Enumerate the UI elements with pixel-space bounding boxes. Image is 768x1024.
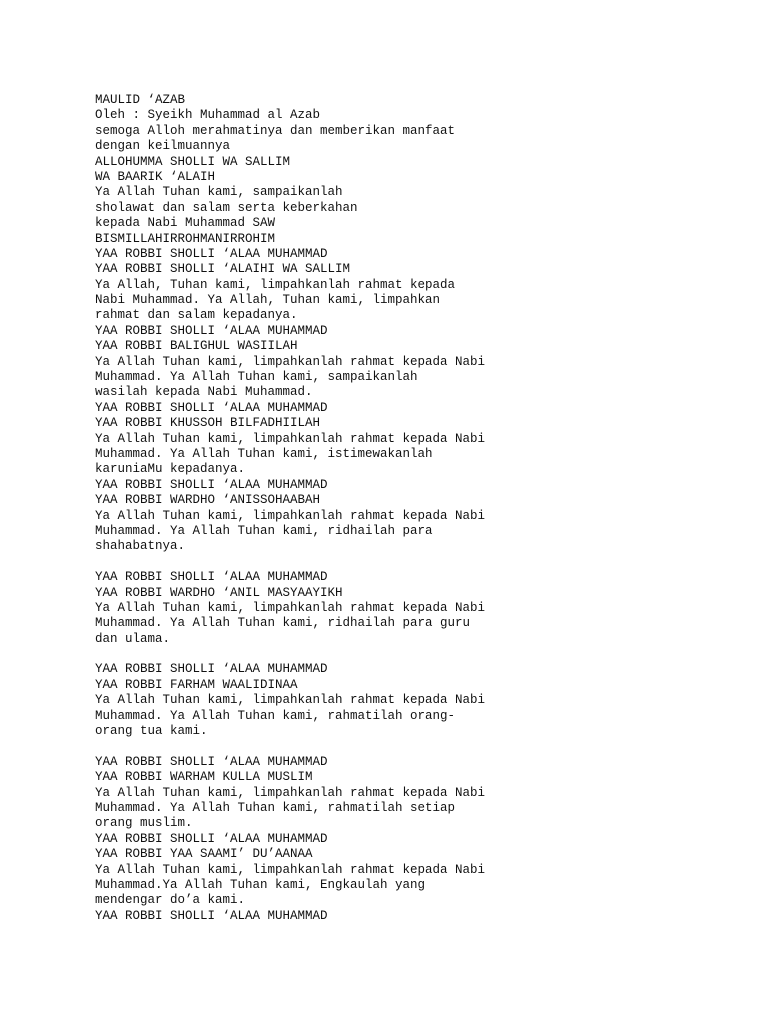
- text-line: Ya Allah Tuhan kami, limpahkanlah rahmat kepada Nabi: [95, 354, 486, 369]
- text-line: Muhammad. Ya Allah Tuhan kami, ridhailah para guru: [95, 616, 471, 631]
- text-line: Muhammad. Ya Allah Tuhan kami, ridhailah para: [95, 523, 433, 538]
- text-line: YAA ROBBI SHOLLI ‘ALAIHI WA SALLIM: [95, 262, 351, 277]
- text-line: YAA ROBBI SHOLLI ‘ALAA MUHAMMAD: [95, 323, 328, 338]
- text-line: YAA ROBBI WARHAM KULLA MUSLIM: [95, 770, 313, 785]
- text-line: YAA ROBBI KHUSSOH BILFADHIILAH: [95, 416, 321, 431]
- text-line: Muhammad. Ya Allah Tuhan kami, rahmatilah orang-: [95, 708, 456, 723]
- text-line: BISMILLAHIRROHMANIRROHIM: [95, 231, 276, 246]
- text-line: YAA ROBBI SHOLLI ‘ALAA MUHAMMAD: [95, 754, 328, 769]
- text-line: YAA ROBBI YAA SAAMI’ DU’AANAA: [95, 847, 313, 862]
- text-line: orang muslim.: [95, 816, 193, 831]
- text-line: YAA ROBBI SHOLLI ‘ALAA MUHAMMAD: [95, 662, 328, 677]
- document-page: [95, 93, 735, 924]
- text-line: Ya Allah Tuhan kami, limpahkanlah rahmat kepada Nabi: [95, 431, 486, 446]
- text-line: Ya Allah, Tuhan kami, limpahkanlah rahmat kepada: [95, 277, 456, 292]
- text-line: Nabi Muhammad. Ya Allah, Tuhan kami, limpahkan: [95, 293, 441, 308]
- text-line: mendengar do’a kami.: [95, 893, 246, 908]
- text-line: YAA ROBBI BALIGHUL WASIILAH: [95, 339, 298, 354]
- text-line: Ya Allah Tuhan kami, limpahkanlah rahmat kepada Nabi: [95, 862, 486, 877]
- text-line: MAULID ‘AZAB: [95, 93, 186, 107]
- text-line: YAA ROBBI SHOLLI ‘ALAA MUHAMMAD: [95, 831, 328, 846]
- text-line: Ya Allah Tuhan kami, limpahkanlah rahmat kepada Nabi: [95, 600, 486, 615]
- text-line: Ya Allah Tuhan kami, limpahkanlah rahmat kepada Nabi: [95, 693, 486, 708]
- text-line: shahabatnya.: [95, 539, 186, 554]
- text-line: dan ulama.: [95, 631, 171, 646]
- text-line: Muhammad. Ya Allah Tuhan kami, rahmatilah setiap: [95, 800, 456, 815]
- text-line: Muhammad.Ya Allah Tuhan kami, Engkaulah yang: [95, 877, 426, 892]
- text-line: orang tua kami.: [95, 724, 208, 739]
- text-line: wasilah kepada Nabi Muhammad.: [95, 385, 313, 400]
- text-line: Ya Allah Tuhan kami, limpahkanlah rahmat kepada Nabi: [95, 785, 486, 800]
- text-line: YAA ROBBI WARDHO ‘ANISSOHAABAH: [95, 493, 321, 508]
- text-line: semoga Alloh merahmatinya dan memberikan manfaat: [95, 123, 456, 138]
- text-line: YAA ROBBI SHOLLI ‘ALAA MUHAMMAD: [95, 477, 328, 492]
- text-line: Ya Allah Tuhan kami, sampaikanlah: [95, 185, 343, 200]
- text-line: rahmat dan salam kepadanya.: [95, 308, 298, 323]
- text-line: Muhammad. Ya Allah Tuhan kami, sampaikanlah: [95, 370, 418, 385]
- text-line: YAA ROBBI FARHAM WAALIDINAA: [95, 677, 298, 692]
- text-line: sholawat dan salam serta keberkahan: [95, 200, 358, 215]
- text-line: ALLOHUMMA SHOLLI WA SALLIM: [95, 154, 291, 169]
- text-line: Oleh : Syeikh Muhammad al Azab: [95, 108, 321, 123]
- blank-line: [95, 555, 735, 570]
- text-line: WA BAARIK ‘ALAIH: [95, 169, 216, 184]
- blank-line: [95, 739, 735, 754]
- text-line: karuniaMu kepadanya.: [95, 462, 246, 477]
- text-line: YAA ROBBI SHOLLI ‘ALAA MUHAMMAD: [95, 570, 328, 585]
- text-line: Muhammad. Ya Allah Tuhan kami, istimewakanlah: [95, 446, 433, 461]
- blank-line: [95, 647, 735, 662]
- text-line: YAA ROBBI SHOLLI ‘ALAA MUHAMMAD: [95, 400, 328, 415]
- text-line: dengan keilmuannya: [95, 139, 231, 154]
- text-line: YAA ROBBI WARDHO ‘ANIL MASYAAYIKH: [95, 585, 343, 600]
- text-line: YAA ROBBI SHOLLI ‘ALAA MUHAMMAD: [95, 246, 328, 261]
- text-line: Ya Allah Tuhan kami, limpahkanlah rahmat kepada Nabi: [95, 508, 486, 523]
- text-line: kepada Nabi Muhammad SAW: [95, 216, 276, 231]
- text-line: YAA ROBBI SHOLLI ‘ALAA MUHAMMAD: [95, 908, 328, 923]
